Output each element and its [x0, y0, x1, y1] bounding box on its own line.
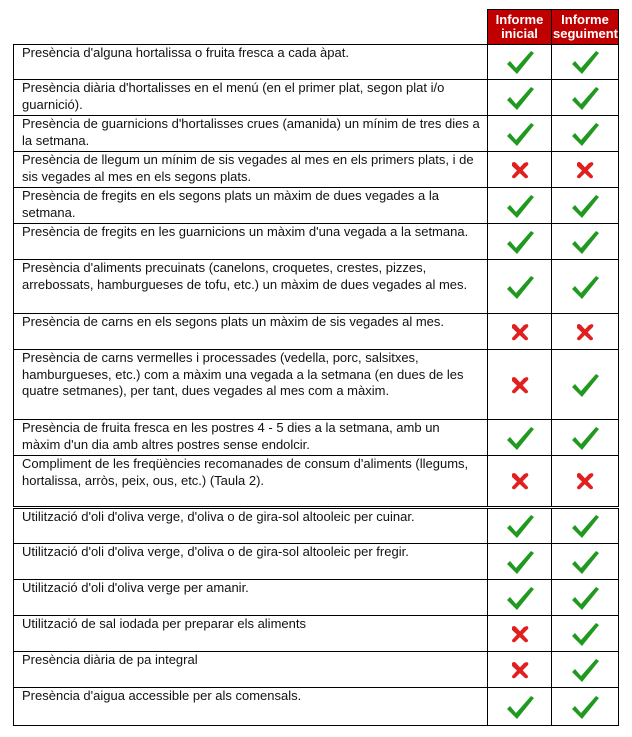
initial-report-cell — [488, 508, 552, 544]
followup-report-cell — [552, 508, 619, 544]
followup-report-cell — [552, 652, 619, 688]
check-icon — [505, 193, 535, 219]
criterion-text: Presència d'alguna hortalissa o fruita fresca a cada àpat. — [14, 45, 488, 80]
cross-icon — [574, 471, 596, 491]
cross-icon — [509, 660, 531, 680]
followup-report-cell — [552, 314, 619, 350]
table-row — [14, 420, 619, 456]
initial-report-cell — [488, 188, 552, 224]
followup-report-cell — [552, 45, 619, 80]
check-icon — [505, 425, 535, 451]
cross-icon — [509, 322, 531, 342]
cross-icon — [574, 160, 596, 180]
criterion-text: Presència d'aigua accessible per als comensals. — [14, 688, 488, 726]
initial-report-cell — [488, 456, 552, 508]
check-icon — [570, 585, 600, 611]
criterion-text: Utilització d'oli d'oliva verge, d'oliva o de gira-sol altooleic per cuinar. — [14, 508, 488, 544]
initial-report-cell — [488, 544, 552, 580]
check-icon — [570, 549, 600, 575]
initial-report-cell — [488, 152, 552, 188]
followup-report-cell — [552, 188, 619, 224]
criterion-text: Presència d'aliments precuinats (canelons, croquetes, crestes, pizzes, arrebossats, hamburgueses de tofu, etc.) un màxim de dues vegades al mes. — [14, 260, 488, 314]
header-initial-report: Informe inicial — [488, 10, 552, 45]
initial-report-cell — [488, 80, 552, 116]
followup-report-cell — [552, 544, 619, 580]
criterion-text: Presència de fruita fresca en les postres 4 - 5 dies a la setmana, amb un màxim d'un dia amb altres postres sense endolcir. — [14, 420, 488, 456]
table-row — [14, 508, 619, 544]
criterion-text: Presència diària de pa integral — [14, 652, 488, 688]
table-row — [14, 116, 619, 152]
check-icon — [505, 274, 535, 300]
check-icon — [505, 85, 535, 111]
followup-report-cell — [552, 616, 619, 652]
table-row — [14, 652, 619, 688]
check-icon — [570, 372, 600, 398]
initial-report-cell — [488, 260, 552, 314]
criteria-table-container — [13, 9, 618, 726]
table-row — [14, 544, 619, 580]
criterion-text: Presència de guarnicions d'hortalisses crues (amanida) un mínim de tres dies a la setmana. — [14, 116, 488, 152]
followup-report-cell — [552, 688, 619, 726]
criterion-text: Compliment de les freqüències recomanades de consum d'aliments (llegums, hortalissa, arròs, peix, ous, etc.) (Taula 2). — [14, 456, 488, 508]
cross-icon — [509, 624, 531, 644]
followup-report-cell — [552, 350, 619, 420]
check-icon — [570, 694, 600, 720]
criterion-text: Presència de fregits en les guarnicions un màxim d'una vegada a la setmana. — [14, 224, 488, 260]
check-icon — [570, 121, 600, 147]
check-icon — [570, 621, 600, 647]
check-icon — [570, 229, 600, 255]
table-row — [14, 224, 619, 260]
table-row — [14, 616, 619, 652]
criterion-text: Utilització d'oli d'oliva verge, d'oliva o de gira-sol altooleic per fregir. — [14, 544, 488, 580]
check-icon — [505, 694, 535, 720]
check-icon — [570, 49, 600, 75]
cross-icon — [574, 322, 596, 342]
check-icon — [505, 121, 535, 147]
criterion-text: Utilització de sal iodada per preparar els aliments — [14, 616, 488, 652]
check-icon — [505, 229, 535, 255]
table-row — [14, 688, 619, 726]
followup-report-cell — [552, 152, 619, 188]
table-row — [14, 456, 619, 508]
initial-report-cell — [488, 116, 552, 152]
initial-report-cell — [488, 314, 552, 350]
table-row — [14, 580, 619, 616]
criterion-text: Presència diària d'hortalisses en el menú (en el primer plat, segon plat i/o guarnició). — [14, 80, 488, 116]
followup-report-cell — [552, 420, 619, 456]
check-icon — [505, 513, 535, 539]
table-row — [14, 152, 619, 188]
check-icon — [570, 274, 600, 300]
table-row — [14, 350, 619, 420]
check-icon — [570, 513, 600, 539]
criterion-text: Presència de carns vermelles i processades (vedella, porc, salsitxes, hamburgueses, etc.) com a màxim una vegada a la setmana (en dues de les quatre setmanes), per tant, dues vegades al mes com a màxim. — [14, 350, 488, 420]
criterion-text: Presència de carns en els segons plats un màxim de sis vegades al mes. — [14, 314, 488, 350]
criterion-text: Presència de fregits en els segons plats un màxim de dues vegades a la setmana. — [14, 188, 488, 224]
followup-report-cell — [552, 456, 619, 508]
check-icon — [505, 49, 535, 75]
followup-report-cell — [552, 80, 619, 116]
cross-icon — [509, 471, 531, 491]
check-icon — [570, 657, 600, 683]
check-icon — [505, 585, 535, 611]
initial-report-cell — [488, 580, 552, 616]
initial-report-cell — [488, 652, 552, 688]
check-icon — [505, 549, 535, 575]
table-row — [14, 260, 619, 314]
criterion-text: Presència de llegum un mínim de sis vegades al mes en els primers plats, i de sis vegades al mes en els segons plats. — [14, 152, 488, 188]
table-row — [14, 80, 619, 116]
table-row — [14, 45, 619, 80]
initial-report-cell — [488, 688, 552, 726]
cross-icon — [509, 160, 531, 180]
initial-report-cell — [488, 616, 552, 652]
check-icon — [570, 193, 600, 219]
initial-report-cell — [488, 350, 552, 420]
followup-report-cell — [552, 580, 619, 616]
header-blank-cell — [14, 10, 488, 45]
table-header-row — [14, 10, 619, 45]
initial-report-cell — [488, 224, 552, 260]
followup-report-cell — [552, 116, 619, 152]
header-followup-report: Informe seguiment — [552, 10, 619, 45]
table-row — [14, 314, 619, 350]
criteria-table — [13, 9, 619, 726]
initial-report-cell — [488, 45, 552, 80]
criterion-text: Utilització d'oli d'oliva verge per amanir. — [14, 580, 488, 616]
cross-icon — [509, 375, 531, 395]
followup-report-cell — [552, 224, 619, 260]
table-row — [14, 188, 619, 224]
initial-report-cell — [488, 420, 552, 456]
check-icon — [570, 85, 600, 111]
check-icon — [570, 425, 600, 451]
followup-report-cell — [552, 260, 619, 314]
